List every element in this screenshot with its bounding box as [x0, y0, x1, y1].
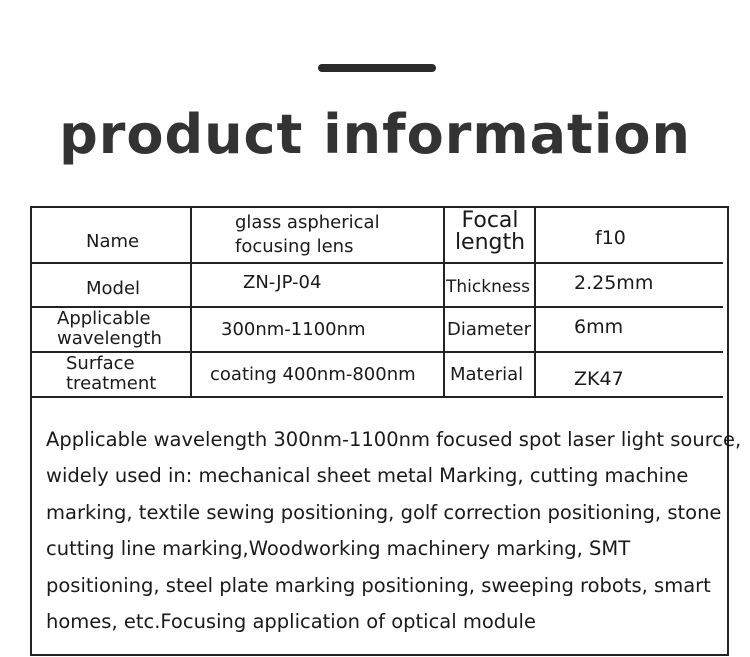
table-divider [32, 396, 723, 398]
table-cell-label: Applicable wavelength [57, 308, 162, 349]
table-divider [32, 351, 723, 353]
table-cell-value: 300nm-1100nm [221, 319, 366, 340]
decorative-bar [318, 64, 436, 72]
table-cell-label: Thickness [446, 277, 531, 297]
description-line: widely used in: mechanical sheet metal Marking, cutting machine [46, 464, 689, 488]
description-line: homes, etc.Focusing application of optical module [46, 610, 536, 634]
table-cell-value: ZK47 [574, 368, 624, 390]
table-cell-value: coating 400nm-800nm [210, 364, 416, 385]
table-cell-label: Focal length [454, 208, 526, 255]
description-line: positioning, steel plate marking positioning, sweeping robots, smart [46, 573, 711, 597]
description-line: marking, textile sewing positioning, golf correction positioning, stone [46, 500, 722, 524]
page-title: product information [59, 103, 691, 166]
table-column-divider [190, 208, 192, 398]
table-cell-value: f10 [595, 227, 626, 249]
table-cell-value: 6mm [574, 316, 624, 338]
product-description [46, 422, 742, 640]
table-cell-label: Name [86, 231, 140, 252]
description-line: Applicable wavelength 300nm-1100nm focused spot laser light source, [46, 428, 742, 451]
table-cell-label: Surface treatment [66, 353, 157, 394]
table-cell-value: 2.25mm [574, 272, 654, 294]
description-line: cutting line marking,Woodworking machinery marking, SMT [46, 537, 631, 561]
table-cell-label: Model [86, 278, 141, 299]
table-divider [32, 262, 723, 264]
table-cell-label: Diameter [447, 319, 532, 340]
table-cell-value: glass aspherical focusing lens [235, 212, 380, 257]
table-cell-value: ZN-JP-04 [243, 272, 322, 293]
table-cell-label: Material [450, 364, 524, 385]
